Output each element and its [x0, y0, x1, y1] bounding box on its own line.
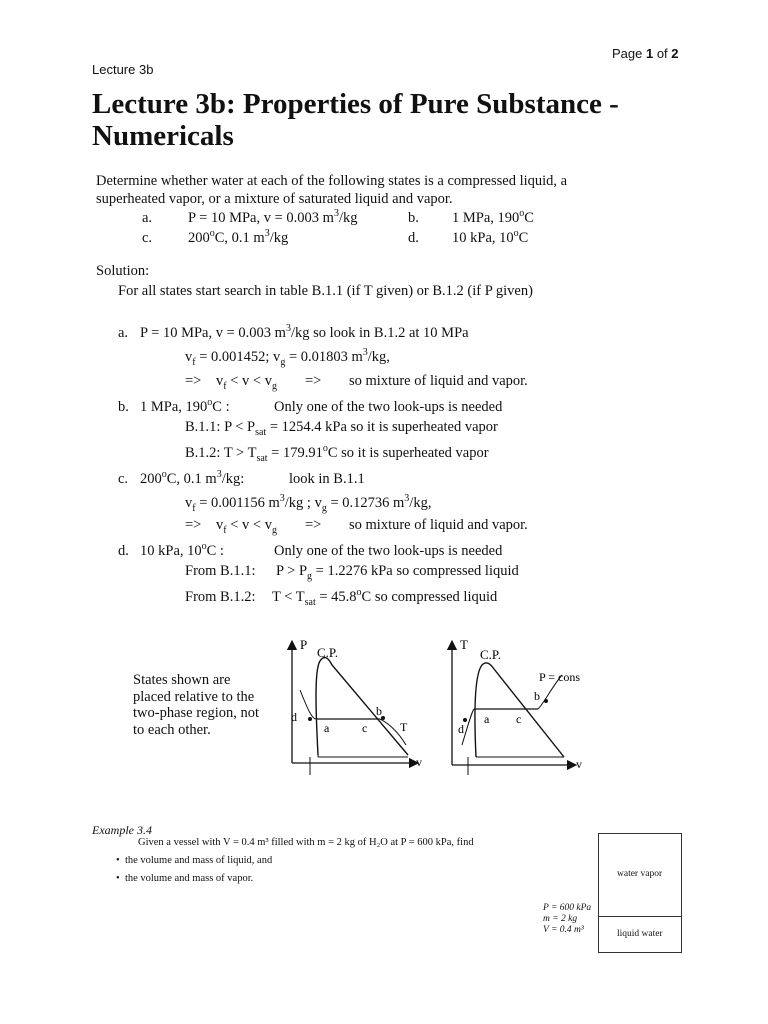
- solution-d-note: Only one of the two look-ups is needed: [274, 543, 503, 559]
- problem-c-label: c.: [142, 230, 153, 246]
- problem-c-text: 200$^o$C, 0.1 $m^3/kg$: [188, 228, 289, 246]
- bullet-icon: •: [116, 855, 125, 866]
- solution-d-label: d.: [118, 543, 129, 559]
- solution-note: For all states start search in table B.1.1 (if T given) or B.1.2 (if P given): [118, 283, 533, 299]
- vessel-vapor-label: water vapor: [617, 869, 663, 879]
- solution-b-label: b.: [118, 399, 129, 415]
- solution-d-line1: 10 kPa, 10$^o$C :: [140, 541, 224, 559]
- page-title: Lecture 3b: Properties of Pure Substance - Numericals: [92, 88, 619, 152]
- example-title: Example 3.4: [92, 823, 152, 837]
- axis-label-t: T: [460, 637, 468, 652]
- page-number: Page 1 of 2: [612, 46, 679, 61]
- solution-d-line3: $T < T_{sat} = 45.8^oC$ so compressed liquid: [272, 587, 498, 608]
- solution-d-line3-label: From B.1.2:: [185, 589, 256, 605]
- problem-a-text: P = 10 MPa, v = 0.003 $m^3/kg$: [188, 208, 358, 226]
- solution-b-line2: B.1.1: $P < P_{sat} = 1254.4$ kPa so it is superheated vapor: [185, 419, 498, 438]
- solution-d-line2-label: From B.1.1:: [185, 563, 256, 579]
- solution-b-line3: B.1.2: $T > T_{sat} = 179.91^oC$ so it is superheated vapor: [185, 443, 489, 464]
- given-p: P = 600 kPa: [543, 903, 592, 913]
- solution-c-arrow: =>: [185, 517, 202, 533]
- vessel-diagram: [598, 833, 682, 953]
- solution-c-label: c.: [118, 471, 129, 487]
- axis-label-v: v: [416, 755, 422, 769]
- solution-c-note: look in B.1.1: [289, 471, 365, 487]
- caption-line: placed relative to the: [133, 688, 255, 705]
- solution-d-line2: $P > P_g = 1.2276$ kPa so compressed liquid: [276, 563, 519, 582]
- label-a: a: [484, 712, 490, 726]
- label-t: T: [400, 720, 408, 734]
- caption-line: two-phase region, not: [133, 705, 260, 721]
- solution-a-label: a.: [118, 325, 129, 341]
- problem-d-text: 10 kPa, 10$^o$C: [452, 228, 529, 246]
- label-a: a: [324, 721, 330, 735]
- problem-intro-1: Determine whether water at each of the following states is a compressed liquid, a: [96, 173, 568, 189]
- vessel-liquid-label: liquid water: [617, 929, 663, 939]
- label-d: d: [458, 722, 464, 736]
- solution-b-note: Only one of the two look-ups is needed: [274, 399, 503, 415]
- problem-intro-2: superheated vapor, or a mixture of saturated liquid and vapor.: [96, 191, 453, 207]
- solution-a-arrow: =>: [185, 373, 202, 389]
- solution-a-result: so mixture of liquid and vapor.: [349, 373, 528, 389]
- point-d: [308, 717, 312, 721]
- example-bullet-1: • the volume and mass of liquid, and: [116, 855, 273, 866]
- solution-b-line1: 1 MPa, 190$^o$C :: [140, 397, 230, 415]
- problem-b-label: b.: [408, 210, 419, 226]
- solution-a-arrow2: =>: [305, 373, 322, 389]
- label-b: b: [376, 704, 382, 718]
- tv-diagram: [440, 635, 590, 775]
- bullet-icon: •: [116, 873, 125, 884]
- point-b: [544, 699, 548, 703]
- cp-label: C.P.: [480, 647, 501, 662]
- pv-diagram: [280, 635, 430, 775]
- caption-line: to each other.: [133, 721, 211, 738]
- solution-c-line1: 200$^o$C, 0.1 $m^3/kg$:: [140, 469, 245, 487]
- given-m: m = 2 kg: [543, 914, 578, 924]
- problem-d-label: d.: [408, 230, 419, 246]
- solution-c-arrow2: =>: [305, 517, 322, 533]
- solution-c-result: so mixture of liquid and vapor.: [349, 517, 528, 533]
- cp-label: C.P.: [317, 645, 338, 660]
- saturation-dome: [316, 658, 408, 755]
- problem-b-text: 1 MPa, 190$^o$C: [452, 208, 534, 226]
- solution-c-line2: $v_f = 0.001156$ $m^3/kg$ ; $v_g = 0.12736$ $m^3/kg$,: [185, 493, 432, 514]
- solution-heading: Solution:: [96, 263, 150, 279]
- lecture-tag: Lecture 3b: [92, 62, 154, 77]
- label-p-cons: P = cons: [539, 670, 580, 684]
- solution-c-ineq: $v_f < v < v_g$: [216, 517, 277, 536]
- label-d: d: [291, 710, 297, 724]
- label-b: b: [534, 689, 540, 703]
- figure-caption: [133, 672, 259, 738]
- given-v: V = 0.4 m³: [543, 925, 584, 935]
- axis-label-v: v: [576, 757, 582, 771]
- solution-a-line1: P = 10 MPa, v = 0.003 $m^3/kg$ so look in B.1.2 at 10 MPa: [140, 323, 469, 341]
- caption-line: States shown are: [133, 672, 231, 688]
- liquid-surface: [599, 916, 681, 917]
- problem-a-label: a.: [142, 210, 153, 226]
- example-line: Given a vessel with V = 0.4 m³ filled with m = 2 kg of H₂O at P = 600 kPa, find: [138, 837, 474, 848]
- label-c: c: [516, 712, 522, 726]
- axis-label-p: P: [300, 637, 308, 652]
- example-bullet-2: • the volume and mass of vapor.: [116, 873, 254, 884]
- label-c: c: [362, 721, 368, 735]
- solution-a-ineq: $v_f < v < v_g$: [216, 373, 277, 392]
- solution-a-line2: $v_f = 0.001452$; $v_g = 0.01803$ $m^3/kg$,: [185, 347, 390, 368]
